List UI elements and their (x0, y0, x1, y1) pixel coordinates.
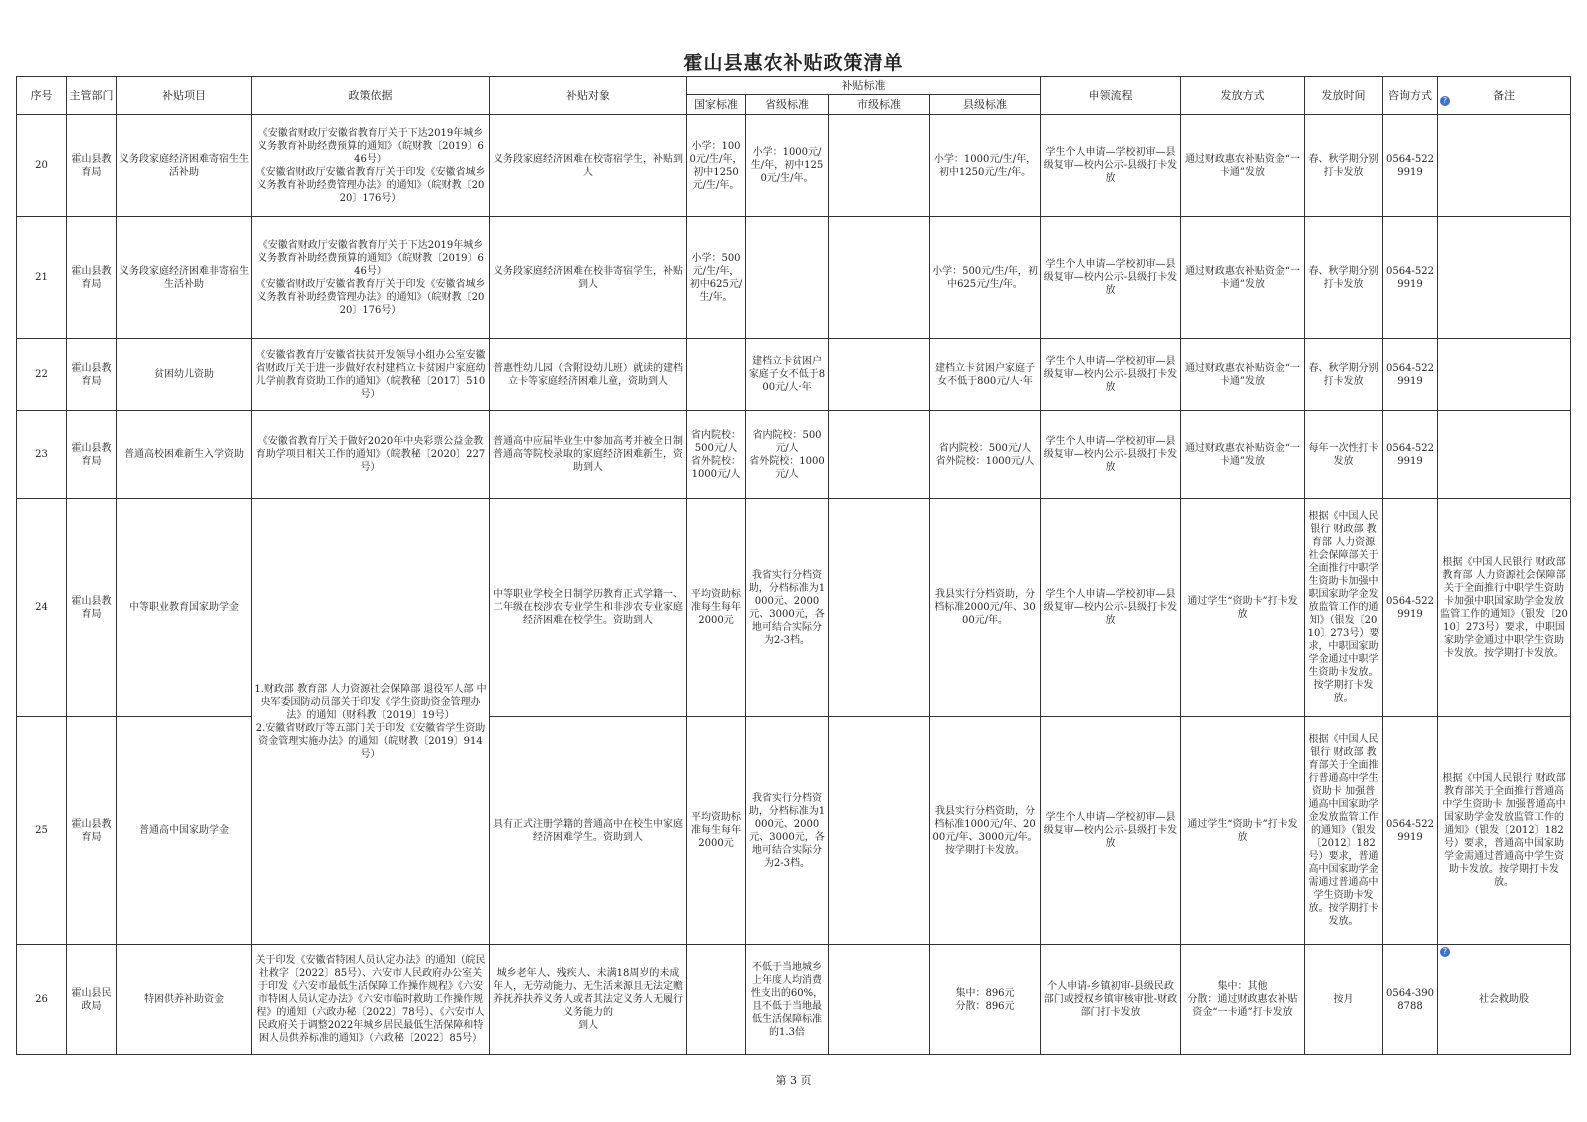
row-dept: 霍山县教育局 (67, 115, 117, 217)
row-remark: 根据《中国人民银行 财政部 教育部关于全面推行普通高中学生资助卡 加强普通高中国家助学金发放监管工作的通知》（银发〔2012〕182号）要求，普通高中国家助学金需通过普通高中学生资助卡发放。按学期打卡发放。 (1438, 717, 1571, 945)
row-seq: 22 (17, 339, 67, 411)
row-contact: 0564-5229919 (1383, 411, 1438, 499)
row-city (829, 411, 930, 499)
row-remark: 根据《中国人民银行 财政部 教育部 人力资源社会保障部关于全面推行中职学生资助卡加强中职国家助学金发放监管工作的通知》（银发〔2010〕273号）要求，中职国家助学金通过中职学生资助卡发放。按学期打卡发放。 (1438, 499, 1571, 717)
row-time: 根据《中国人民银行 财政部 教育部关于全面推行普通高中学生资助卡 加强普通高中国家助学金发放监管工作的通知》（银发〔2012〕182号）要求，普通高中国家助学金需通过普通高中学生资助卡发放。按学期打卡发放。 (1305, 717, 1383, 945)
row-method: 通过财政惠农补贴资金“一卡通”发放 (1181, 339, 1305, 411)
row-dept: 霍山县教育局 (67, 217, 117, 339)
header-dept: 主管部门 (67, 77, 117, 115)
row-city (829, 717, 930, 945)
row-county: 建档立卡贫困户家庭子女不低于800元/人·年 (930, 339, 1041, 411)
row-basis: 《安徽省教育厅关于做好2020年中央彩票公益金教育助学项目相关工作的通知》（皖教秘〔2020〕227号） (252, 411, 490, 499)
row-item: 普通高中国家助学金 (117, 717, 252, 945)
row-seq: 20 (17, 115, 67, 217)
row-target: 中等职业学校全日制学历教育正式学籍一、二年级在校涉农专业学生和非涉农专业家庭经济困难在校学生。资助到人 (490, 499, 687, 717)
header-city: 市级标准 (829, 95, 930, 115)
row-county: 省内院校：500元/人 省外院校：1000元/人 (930, 411, 1041, 499)
row-national (687, 339, 746, 411)
row-process: 学生个人申请—学校初审—县级复审—校内公示-县级打卡发放 (1041, 411, 1181, 499)
row-city (829, 217, 930, 339)
row-target: 城乡老年人、残疾人、未满18周岁的未成年人，无劳动能力、无生活来源且无法定赡养抚养扶养义务人或者其法定义务人无履行义务能力的 到人 (490, 945, 687, 1055)
row-provincial: 小学：1000元/生/年，初中1250元/生/年。 (746, 115, 829, 217)
row-dept: 霍山县民政局 (67, 945, 117, 1055)
header-basis: 政策依据 (252, 77, 490, 115)
row-national: 平均资助标准每生每年2000元 (687, 717, 746, 945)
row-contact: 0564-5229919 (1383, 499, 1438, 717)
row-provincial: 省内院校：500元/人 省外院校：1000元/人 (746, 411, 829, 499)
row-time: 春、秋学期分别打卡发放 (1305, 217, 1383, 339)
row-item: 中等职业教育国家助学金 (117, 499, 252, 717)
row-method: 通过学生“资助卡”打卡发放 (1181, 499, 1305, 717)
header-process: 申领流程 (1041, 77, 1181, 115)
table-row (17, 115, 1571, 217)
row-national: 小学：500元/生/年，初中625元/生/年。 (687, 217, 746, 339)
header-national: 国家标准 (687, 95, 746, 115)
row-national: 省内院校：500元/人 省外院校：1000元/人 (687, 411, 746, 499)
page-number: 第 3 页 (775, 1074, 812, 1087)
row-target: 义务段家庭经济困难在校寄宿学生，补贴到人 (490, 115, 687, 217)
row-county: 我县实行分档资助，分档标准2000元/年、3000元/年。 (930, 499, 1041, 717)
row-item: 普通高校困难新生入学资助 (117, 411, 252, 499)
row-seq: 26 (17, 945, 67, 1055)
row-remark: 社会救助股 (1438, 945, 1571, 1055)
row-time: 春、秋学期分别打卡发放 (1305, 339, 1383, 411)
document-title: 霍山县惠农补贴政策清单 (683, 52, 904, 74)
row-method: 集中：其他 分散：通过财政惠农补贴资金“一卡通”打卡发放 (1181, 945, 1305, 1055)
row-process: 学生个人申请—学校初审—县级复审—校内公示-县级打卡发放 (1041, 717, 1181, 945)
row-target: 普通高中应届毕业生中参加高考并被全日制普通高等院校录取的家庭经济困难新生，资助到人 (490, 411, 687, 499)
header-item: 补贴项目 (117, 77, 252, 115)
row-time: 根据《中国人民银行 财政部 教育部 人力资源社会保障部关于全面推行中职学生资助卡加强中职国家助学金发放监管工作的通知》（银发〔2010〕273号）要求，中职国家助学金通过中职学生资助卡发放。按学期打卡发放。 (1305, 499, 1383, 717)
row-target: 义务段家庭经济困难在校非寄宿学生，补贴到人 (490, 217, 687, 339)
row-basis: 《安徽省教育厅安徽省扶贫开发领导小组办公室安徽省财政厅关于进一步做好农村建档立卡贫困户家庭幼儿学前教育资助工作的通知》（皖教秘〔2017〕510号） (252, 339, 490, 411)
header-county: 县级标准 (930, 95, 1041, 115)
row-contact: 0564-5229919 (1383, 115, 1438, 217)
row-national (687, 945, 746, 1055)
row-process: 学生个人申请—学校初审—县级复审—校内公示-县级打卡发放 (1041, 115, 1181, 217)
row-basis: 《安徽省财政厅安徽省教育厅关于下达2019年城乡义务教育补助经费预算的通知》（皖财教〔2019〕646号） 《安徽省财政厅安徽省教育厅关于印发《安徽省城乡义务教育补助经费管理办法》的通知》（皖财教〔2020〕176号） (252, 115, 490, 217)
row-county: 小学：500元/生/年，初中625元/生/年。 (930, 217, 1041, 339)
row-provincial: 我省实行分档资助，分档标准为1000元、2000元、3000元，各地可结合实际分为2-3档。 (746, 499, 829, 717)
row-national: 小学：1000元/生/年，初中1250元/生/年。 (687, 115, 746, 217)
header-seq: 序号 (17, 77, 67, 115)
row-city (829, 945, 930, 1055)
row-provincial: 建档立卡贫困户家庭子女不低于800元/人·年 (746, 339, 829, 411)
row-county: 集中：896元 分散：896元 (930, 945, 1041, 1055)
header-time: 发放时间 (1305, 77, 1383, 115)
row-county: 我县实行分档资助，分档标准1000元/年、2000元/年、3000元/年。按学期打卡发放。 (930, 717, 1041, 945)
row-contact: 0564-5229919 (1383, 217, 1438, 339)
row-item: 贫困幼儿资助 (117, 339, 252, 411)
row-seq: 25 (17, 717, 67, 945)
row-basis: 关于印发《安徽省特困人员认定办法》的通知（皖民社救字〔2022〕85号）、六安市人民政府办公室关于印发《六安市最低生活保障工作操作规程》《六安市特困人员认定办法》《六安市临时救助工作操作规程》的通知（六政办秘〔2022〕78号）、《六安市人民政府关于调整2022年城乡居民最低生活保障和特困人员供养标准的通知》（六政秘〔2022〕85号） (252, 945, 490, 1055)
row-target: 具有正式注册学籍的普通高中在校生中家庭经济困难学生。资助到人 (490, 717, 687, 945)
row-seq: 21 (17, 217, 67, 339)
row-item: 义务段家庭经济困难寄宿生生活补助 (117, 115, 252, 217)
row-remark (1438, 411, 1571, 499)
header-method: 发放方式 (1181, 77, 1305, 115)
row-city (829, 115, 930, 217)
row-dept: 霍山县教育局 (67, 339, 117, 411)
row-method: 通过财政惠农补贴资金“一卡通”发放 (1181, 411, 1305, 499)
row-city (829, 339, 930, 411)
row-remark (1438, 339, 1571, 411)
row-contact: 0564-5229919 (1383, 717, 1438, 945)
row-process: 个人申请-乡镇初审-县级民政部门或授权乡镇审核审批-财政部门打卡发放 (1041, 945, 1181, 1055)
row-item: 义务段家庭经济困难非寄宿生生活补助 (117, 217, 252, 339)
row-city (829, 499, 930, 717)
header-standard: 补贴标准 (687, 77, 1041, 95)
table-row (17, 217, 1571, 339)
row-method: 通过财政惠农补贴资金“一卡通”发放 (1181, 115, 1305, 217)
header-target: 补贴对象 (490, 77, 687, 115)
row-process: 学生个人申请—学校初审—县级复审—校内公示-县级打卡发放 (1041, 499, 1181, 717)
row-remark (1438, 115, 1571, 217)
table-row (17, 717, 1571, 945)
row-provincial (746, 217, 829, 339)
header-remark: 备注 (1438, 77, 1571, 115)
table-row (17, 499, 1571, 717)
row-remark (1438, 217, 1571, 339)
row-national: 平均资助标准每生每年2000元 (687, 499, 746, 717)
row-seq: 23 (17, 411, 67, 499)
row-dept: 霍山县教育局 (67, 717, 117, 945)
comment-marker-icon[interactable]: ? (1440, 947, 1450, 957)
row-basis: 《安徽省财政厅安徽省教育厅关于下达2019年城乡义务教育补助经费预算的通知》（皖财教〔2019〕646号） 《安徽省财政厅安徽省教育厅关于印发《安徽省城乡义务教育补助经费管理办法》的通知》（皖财教〔2020〕176号） (252, 217, 490, 339)
row-contact: 0564-3908788 (1383, 945, 1438, 1055)
row-method: 通过财政惠农补贴资金“一卡通”发放 (1181, 217, 1305, 339)
header-provincial: 省级标准 (746, 95, 829, 115)
row-basis-shared: 1.财政部 教育部 人力资源社会保障部 退役军人部 中央军委国防动员部关于印发《学生资助资金管理办法》的通知（财科教〔2019〕19号） 2.安徽省财政厅等五部门关于印发《安徽省学生资助资金管理实施办法》的通知（皖财教〔2019〕914号） (252, 499, 490, 945)
row-time: 每年一次性打卡发放 (1305, 411, 1383, 499)
row-seq: 24 (17, 499, 67, 717)
row-method: 通过学生“资助卡”打卡发放 (1181, 717, 1305, 945)
row-dept: 霍山县教育局 (67, 411, 117, 499)
row-provincial: 不低于当地城乡上年度人均消费性支出的60%，且不低于当地最低生活保障标准的1.3倍 (746, 945, 829, 1055)
row-process: 学生个人申请—学校初审—县级复审—校内公示-县级打卡发放 (1041, 339, 1181, 411)
row-dept: 霍山县教育局 (67, 499, 117, 717)
row-county: 小学：1000元/生/年，初中1250元/生/年。 (930, 115, 1041, 217)
comment-marker-icon[interactable]: ? (1440, 96, 1450, 106)
row-provincial: 我省实行分档资助，分档标准为1000元、2000元、3000元，各地可结合实际分为2-3档。 (746, 717, 829, 945)
row-time: 春、秋学期分别打卡发放 (1305, 115, 1383, 217)
table-row (17, 411, 1571, 499)
header-contact: 咨询方式 (1383, 77, 1438, 115)
row-contact: 0564-5229919 (1383, 339, 1438, 411)
table-row (17, 339, 1571, 411)
row-item: 特困供养补助资金 (117, 945, 252, 1055)
row-target: 普惠性幼儿园（含附设幼儿班）就读的建档立卡等家庭经济困难儿童，资助到人 (490, 339, 687, 411)
row-process: 学生个人申请—学校初审—县级复审—校内公示-县级打卡发放 (1041, 217, 1181, 339)
policy-table (16, 76, 1571, 1055)
table-row (17, 945, 1571, 1055)
row-time: 按月 (1305, 945, 1383, 1055)
